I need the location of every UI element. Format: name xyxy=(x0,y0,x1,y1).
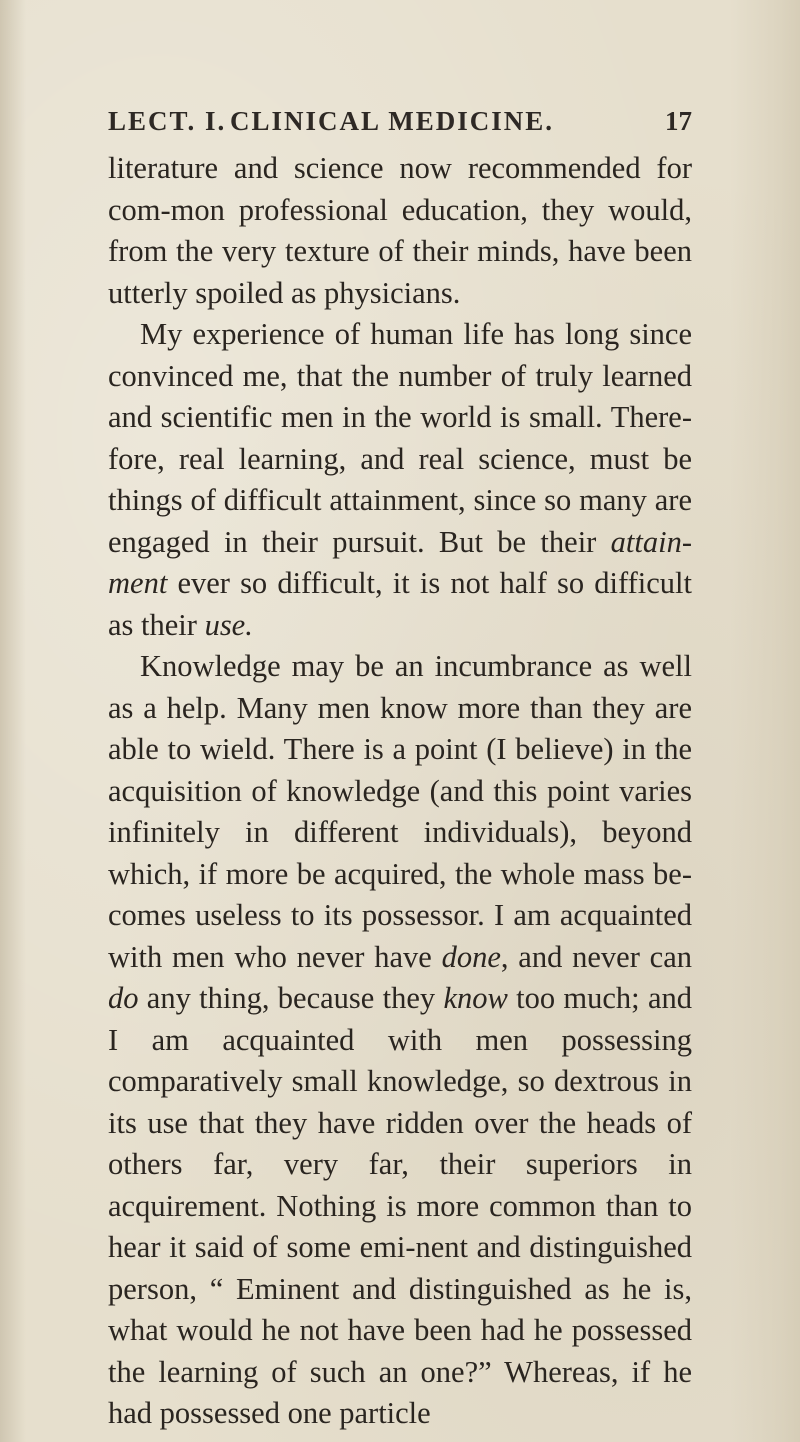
running-header xyxy=(108,106,692,136)
page-gutter-shadow xyxy=(0,0,26,1442)
page-edge-shadow xyxy=(730,0,800,1442)
italic-text: done xyxy=(441,939,501,974)
header-lecture-label: LECT. I. xyxy=(108,106,227,136)
text-run: Knowledge may be an incumbrance as well as a help. Many men know more than they are able to wield. There is a point (I believe) in the acquisition of knowledge (and this point varies infinitely in different individuals), beyond which, if more be acquired, the whole mass be-comes useless to its possessor. I am acquainted with men who never have xyxy=(108,649,692,974)
italic-text: attain-ment xyxy=(108,524,692,600)
header-title: CLINICAL MEDICINE. xyxy=(230,106,555,136)
page-number: 17 xyxy=(665,106,692,136)
body-text xyxy=(108,148,692,1435)
text-run: too much; and I am acquainted with men possessing comparatively small knowledge, so dextrous in its use that they have ridden over the heads of others far, very far, their superiors in acquirement. Nothing is more common than to hear it said of some emi-nent and distinguished person, “ Eminent and distinguished as he is, what would he not have been had he possessed the learning of such an one?” Whereas, if he had possessed one particle xyxy=(108,981,693,1430)
text-run: literature and science now recommended for com-mon professional education, they would, from the very texture of their minds, have been utterly spoiled as physicians. xyxy=(108,151,692,310)
text-run: My experience of human life has long since convinced me, that the number of truly learned and scientific men in the world is small. There-fore, real learning, and real science, must be things of difficult attainment, since so many are engaged in their pursuit. But be their xyxy=(108,317,692,559)
italic-text: know xyxy=(443,981,508,1015)
italic-text: do xyxy=(108,981,139,1015)
paragraph xyxy=(108,646,692,1435)
text-run: ever so difficult, it is not half so difficult as their xyxy=(108,566,692,642)
text-run: , and never can xyxy=(500,939,692,974)
paragraph xyxy=(108,314,692,646)
paragraph xyxy=(108,148,692,314)
italic-text: use. xyxy=(204,607,253,642)
text-run: any thing, because they xyxy=(138,981,444,1015)
